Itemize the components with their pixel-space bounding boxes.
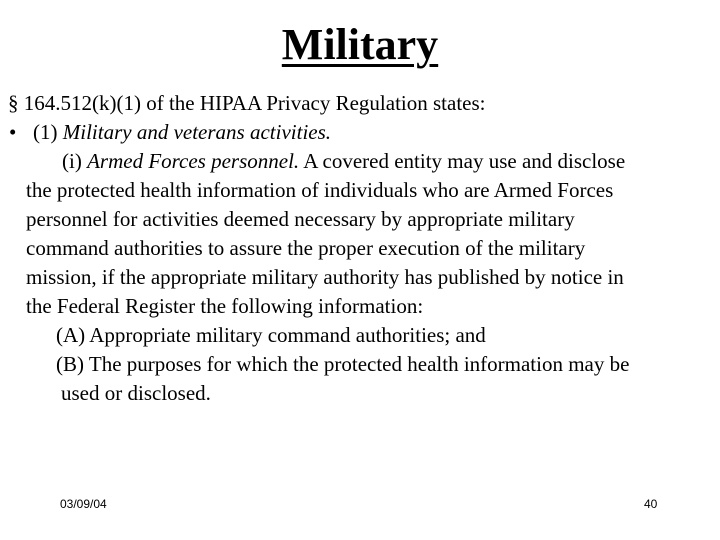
subsection-number: (i) — [62, 149, 88, 173]
page-number: 40 — [644, 497, 658, 511]
citation-line: § 164.512(k)(1) of the HIPAA Privacy Regulation states: — [8, 91, 486, 115]
slide-title: Military — [281, 20, 439, 69]
bullet-icon: • — [9, 120, 17, 144]
subsection-line — [62, 147, 625, 176]
list-item: (A) Appropriate military command authorities; and — [56, 323, 486, 347]
paragraph-line: the Federal Register the following information: — [26, 294, 424, 318]
list-item-continuation: used or disclosed. — [61, 381, 211, 405]
list-item: (B) The purposes for which the protected health information may be — [56, 352, 630, 376]
paragraph-line: the protected health information of individuals who are Armed Forces — [26, 178, 614, 202]
paragraph-line: personnel for activities deemed necessary by appropriate military — [26, 207, 575, 231]
section-heading: Military and veterans activities. — [62, 120, 332, 144]
paragraph-line: command authorities to assure the proper execution of the military — [26, 236, 586, 260]
paragraph-line: A covered entity may use and disclose — [299, 149, 626, 173]
paragraph-line: mission, if the appropriate military authority has published by notice in — [26, 265, 624, 289]
subsection-heading: Armed Forces personnel. — [87, 149, 300, 173]
footer-date: 03/09/04 — [60, 497, 107, 511]
section-number: (1) — [33, 120, 63, 144]
